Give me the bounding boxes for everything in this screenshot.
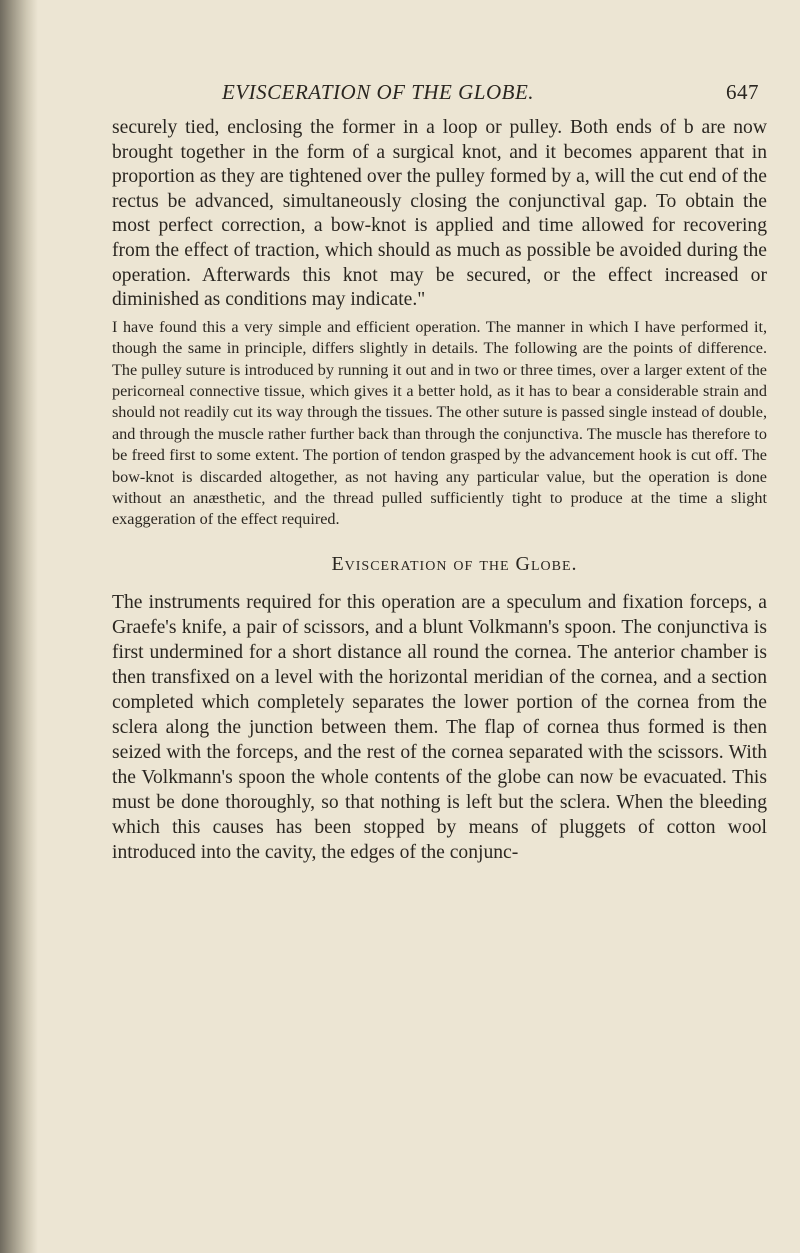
running-head xyxy=(112,80,767,116)
page-number: 647 xyxy=(726,80,759,104)
running-head-title: EVISCERATION OF THE GLOBE. xyxy=(222,80,535,104)
quoted-paragraph: securely tied, enclosing the former in a loop or pulley. Both ends of b are now brought together in the form of a surgical knot, and it becomes apparent that in proportion as they are tightened over the pulley formed by a, will the cut end of the rectus be advanced, simultaneously closing the conjunctival gap. To obtain the most perfect correction, a bow-knot is applied and time allowed for recovering from the effect of traction, which should as much as possible be avoided during the operation. Afterwards this knot may be secured, or the effect increased or diminished as conditions may indicate." xyxy=(112,117,767,311)
section-heading-text: Evisceration of the Globe. xyxy=(331,552,578,575)
page-binding-shadow xyxy=(0,0,38,1253)
section-heading xyxy=(112,553,767,576)
book-page xyxy=(112,80,767,865)
author-commentary-paragraph: I have found this a very simple and efficient operation. The manner in which I have performed it, though the same in principle, differs slightly in details. The following are the points of difference. The pulley suture is introduced by running it out and in two or three times, over a larger extent of the pericorneal connective tissue, which gives it a better hold, as it has to bear a considerable strain and should not readily cut its way through the tissues. The other suture is passed single instead of double, and through the muscle rather further back than through the conjunctiva. The muscle has therefore to be freed first to some extent. The portion of tendon grasped by the advancement hook is cut off. The bow-knot is discarded altogether, as not having any particular value, but the operation is done without an anæsthetic, and the thread pulled sufficiently tight to produce at the time a slight exaggeration of the effect required. xyxy=(112,317,767,529)
section-body-paragraph: The instruments required for this operation are a speculum and fixation forceps, a Graefe's knife, a pair of scissors, and a blunt Volkmann's spoon. The conjunctiva is first undermined for a short distance all round the cornea. The anterior chamber is then transfixed on a level with the horizontal meridian of the cornea, and a section completed which completely separates the lower portion of the cornea from the sclera along the junction between them. The flap of cornea thus formed is then seized with the forceps, and the rest of the cornea separated with the scissors. With the Volkmann's spoon the whole contents of the globe can now be evacuated. This must be done thoroughly, so that nothing is left but the sclera. When the bleeding which this causes has been stopped by means of pluggets of cotton wool introduced into the cavity, the edges of the conjunc- xyxy=(112,591,767,863)
